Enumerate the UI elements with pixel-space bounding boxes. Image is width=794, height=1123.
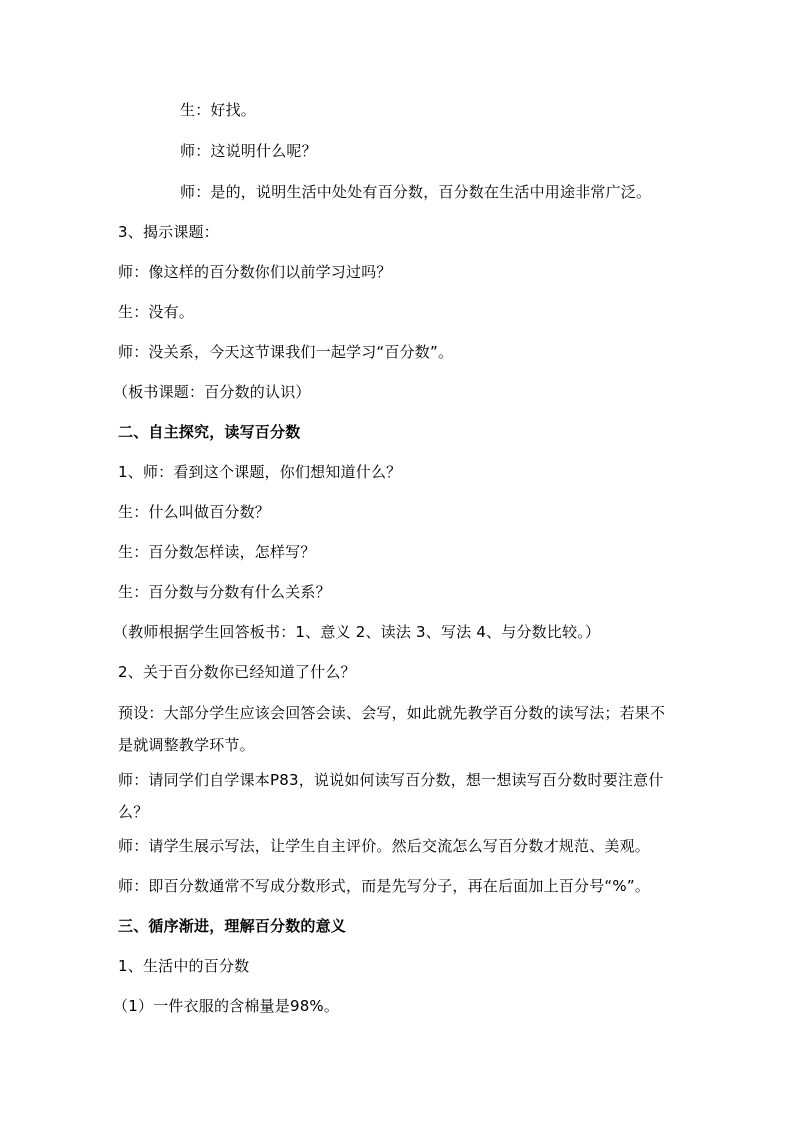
section-subtitle: 2、关于百分数你已经知道了什么？	[118, 663, 356, 681]
dialogue-line: 生：好找。	[180, 101, 257, 119]
paragraph: 预设：大部分学生应该会回答会读、会写，如此就先教学百分数的读写法；若果不是就调整教学环节。	[118, 704, 666, 754]
dialogue-line: 生：没有。	[118, 303, 195, 321]
section-heading: 二、自主探究，读写百分数	[118, 423, 301, 441]
section-subtitle: 3、揭示课题：	[118, 223, 219, 241]
board-note: （教师根据学生回答板书：1、意义 2、读法 3、写法 4、与分数比较。）	[113, 623, 601, 641]
board-note: （板书课题：百分数的认识）	[113, 383, 311, 401]
section-heading: 三、循序渐进，理解百分数的意义	[118, 917, 347, 935]
dialogue-line: 1、师：看到这个课题，你们想知道什么？	[118, 463, 402, 481]
list-item: （1）一件衣服的含棉量是98%。	[113, 997, 340, 1015]
dialogue-line: 师：请学生展示写法，让学生自主评价。然后交流怎么写百分数才规范、美观。	[118, 837, 651, 855]
dialogue-line: 生：百分数怎样读，怎样写？	[118, 543, 316, 561]
dialogue-line: 师：是的，说明生活中处处有百分数，百分数在生活中用途非常广泛。	[180, 183, 652, 201]
section-subtitle: 1、生活中的百分数	[118, 957, 250, 975]
dialogue-line: 师：没关系，今天这节课我们一起学习“百分数”。	[118, 343, 454, 361]
paragraph: 师：请同学们自学课本P83，说说如何读写百分数，想一想读写百分数时要注意什么？	[118, 771, 664, 821]
dialogue-line: 师：即百分数通常不写成分数形式，而是先写分子，再在后面加上百分号“%”。	[118, 877, 650, 895]
dialogue-line: 师：这说明什么呢？	[180, 142, 317, 160]
dialogue-line: 生：百分数与分数有什么关系？	[118, 583, 331, 601]
dialogue-line: 生：什么叫做百分数？	[118, 503, 271, 521]
dialogue-line: 师：像这样的百分数你们以前学习过吗？	[118, 263, 392, 281]
